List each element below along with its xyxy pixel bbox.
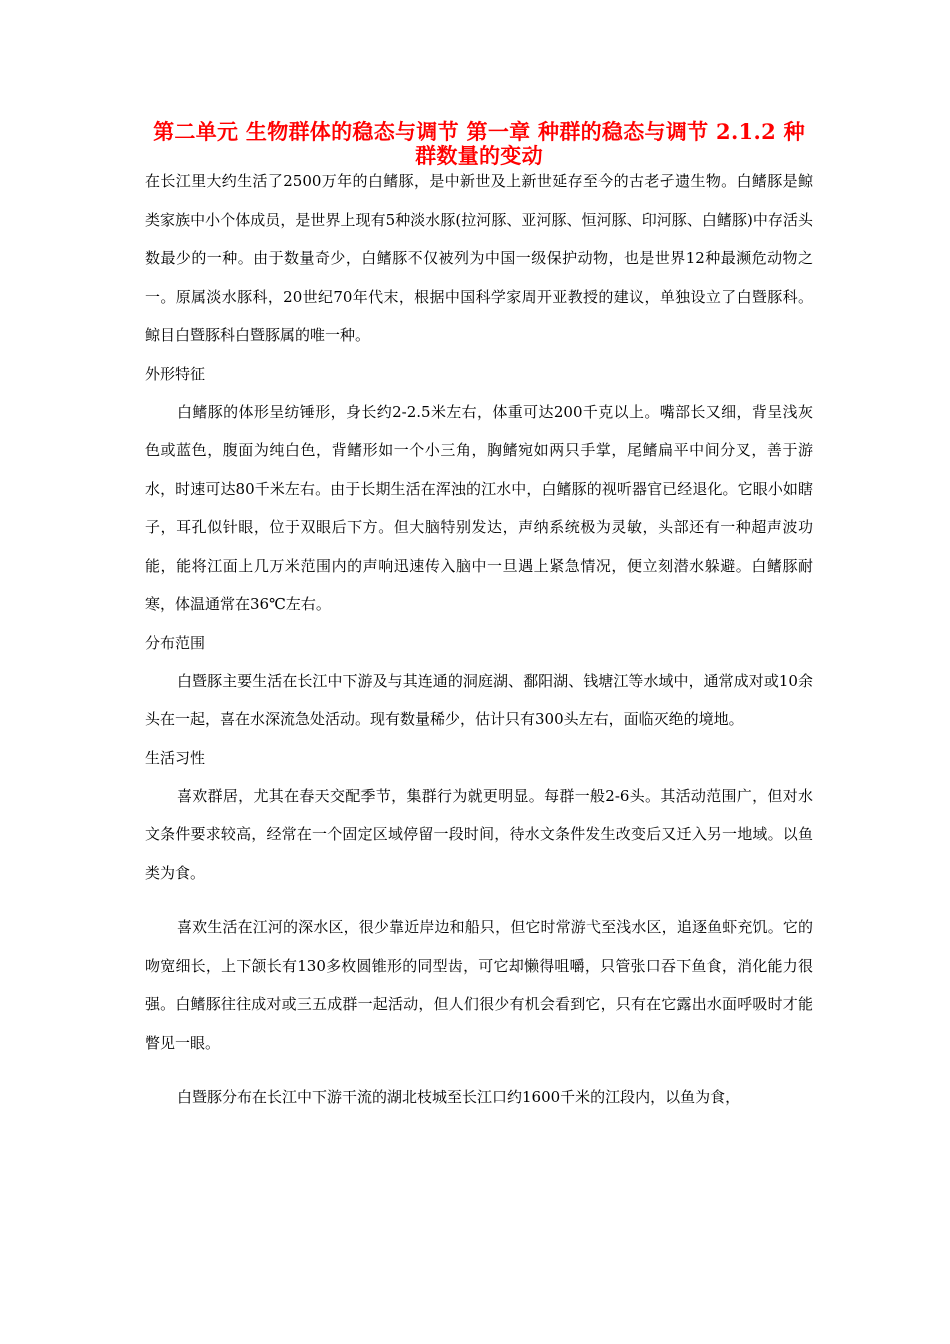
distribution-paragraph: 白暨豚主要生活在长江中下游及与其连通的洞庭湖、鄱阳湖、钱塘江等水域中，通常成对或10余头在一起，喜在水深流急处活动。现有数量稀少，估计只有300头左右，面临灭绝的境地。	[145, 671, 813, 728]
section-heading-appearance: 外形特征	[145, 364, 206, 383]
section-heading-habits: 生活习性	[145, 748, 206, 767]
deep-water-paragraph: 喜欢生活在江河的深水区，很少靠近岸边和船只，但它时常游弋至浅水区，追逐鱼虾充饥。它的吻宽细长，上下颌长有130多枚圆锥形的同型齿，可它却懒得咀嚼，只管张口吞下鱼食，消化能力很强。白鳍豚往往成对或三五成群一起活动，但人们很少有机会看到它，只有在它露出水面呼吸时才能瞥见一眼。	[145, 918, 813, 1052]
appearance-paragraph: 白鳍豚的体形呈纺锤形，身长约2-2.5米左右，体重可达200千克以上。嘴部长又细，背呈浅灰色或蓝色，腹面为纯白色，背鳍形如一个小三角，胸鳍宛如两只手掌，尾鳍扁平中间分叉，善于游水，时速可达80千米左右。由于长期生活在浑浊的江水中，白鳍豚的视听器官已经退化。它眼小如瞎子，耳孔似针眼，位于双眼后下方。但大脑特别发达，声纳系统极为灵敏，头部还有一种超声波功能，能将江面上几万米范围内的声响迅速传入脑中一旦遇上紧急情况，便立刻潜水躲避。白鳍豚耐寒，体温通常在36℃左右。	[145, 402, 813, 613]
paragraph-gap	[145, 1062, 813, 1078]
intro-paragraph: 在长江里大约生活了2500万年的白鳍豚，是中新世及上新世延存至今的古老孑遗生物。白鳍豚是鲸类家族中小个体成员，是世界上现有5种淡水豚(拉河豚、亚河豚、恒河豚、印河豚、白鳍豚)中存活头数最少的一种。由于数量奇少，白鳍豚不仅被列为中国一级保护动物，也是世界12种最濒危动物之一。原属淡水豚科，20世纪70年代末，根据中国科学家周开亚教授的建议，单独设立了白暨豚科。 鲸目白暨豚科白暨豚属的唯一种。	[145, 172, 813, 344]
paragraph-gap	[145, 892, 813, 908]
habits-paragraph: 喜欢群居，尤其在春天交配季节，集群行为就更明显。每群一般2-6头。其活动范围广，但对水文条件要求较高，经常在一个固定区域停留一段时间，待水文条件发生改变后又迁入另一地域。以鱼类为食。	[145, 786, 813, 882]
document-title: 第二单元 生物群体的稳态与调节 第一章 种群的稳态与调节 2.1.2 种群数量的变动	[153, 119, 805, 168]
document-page	[145, 120, 813, 1117]
range-paragraph: 白暨豚分布在长江中下游干流的湖北枝城至长江口约1600千米的江段内，以鱼为食，	[177, 1088, 741, 1106]
section-heading-distribution: 分布范围	[145, 633, 206, 652]
